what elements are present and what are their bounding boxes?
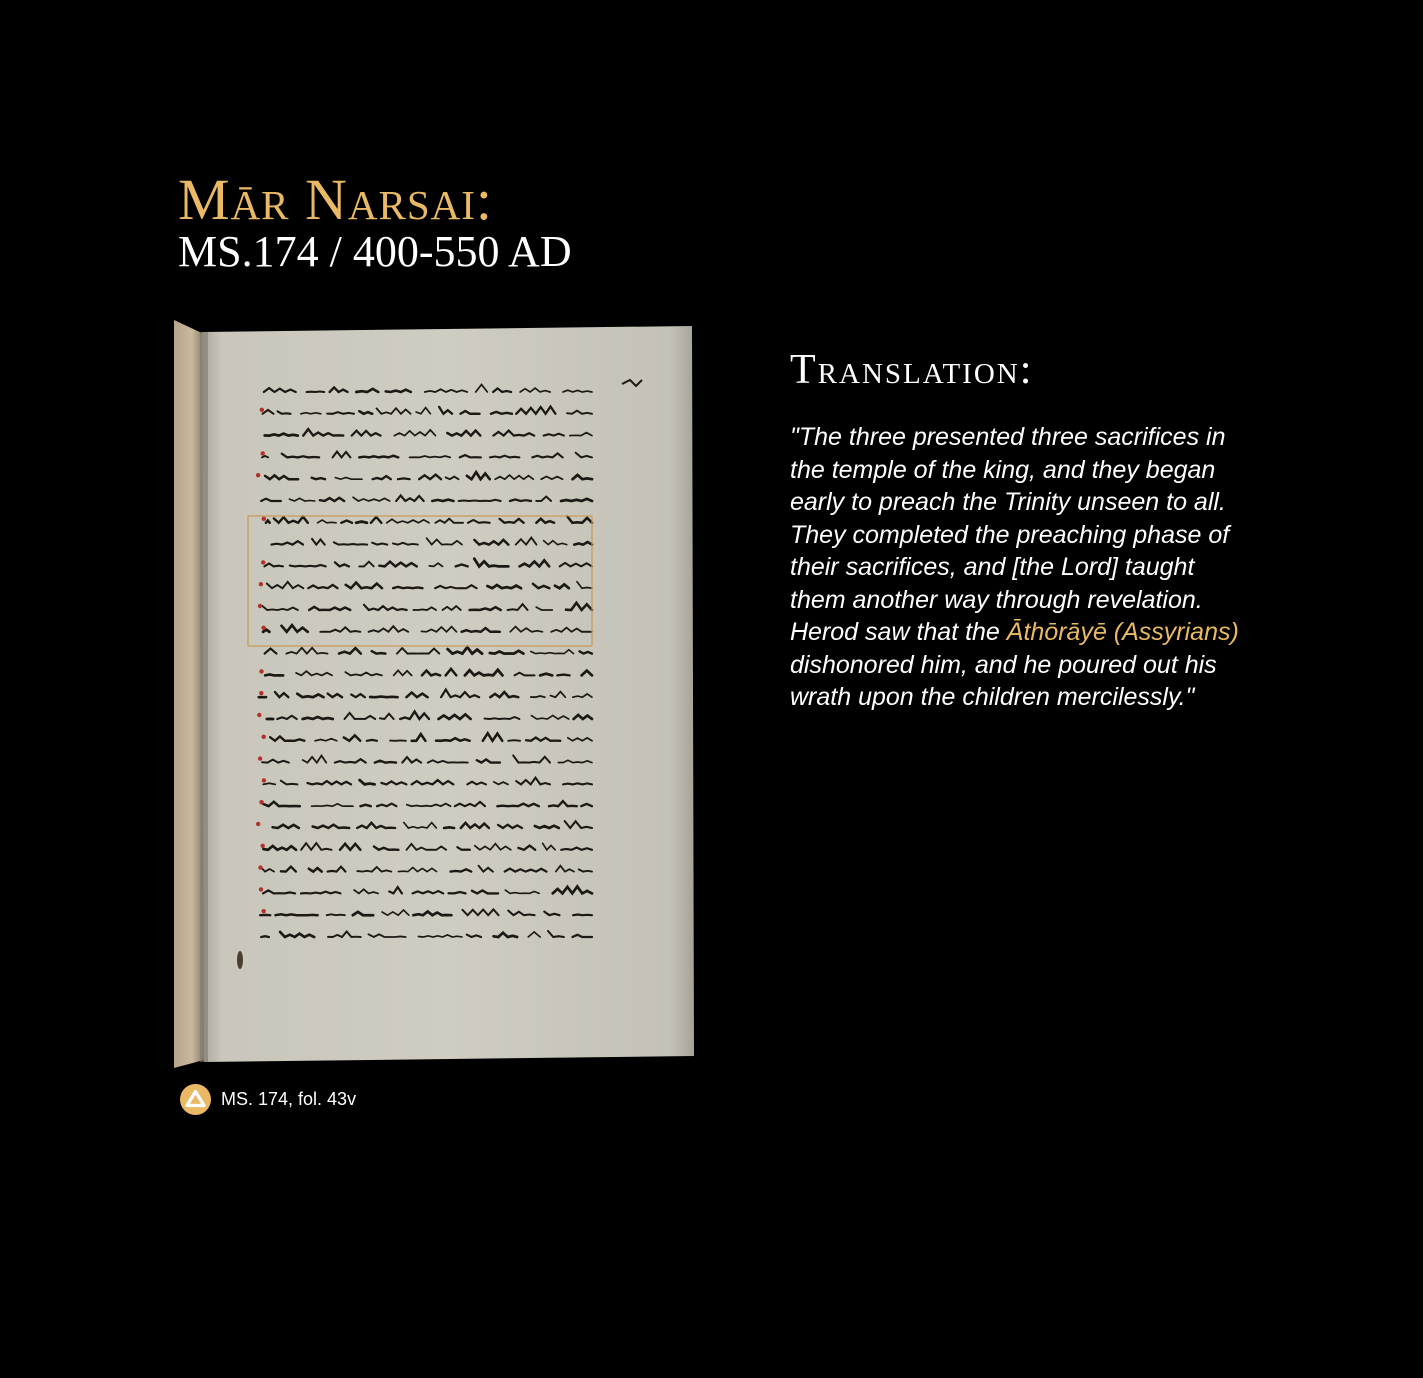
manuscript-red-dot <box>259 691 263 695</box>
triangle-circle-icon <box>180 1084 211 1115</box>
manuscript-red-dot <box>256 473 260 477</box>
manuscript-image <box>174 320 696 1068</box>
manuscript-red-dot <box>261 560 265 564</box>
manuscript-red-dot <box>261 844 265 848</box>
manuscript-red-dot <box>259 582 263 586</box>
manuscript-red-dot <box>256 822 260 826</box>
manuscript-red-dot <box>258 756 262 760</box>
manuscript-stain <box>237 951 243 969</box>
image-caption <box>180 1084 356 1115</box>
translation-text-before: "The three presented three sacrifices in the temple of the king, and they began early to preach the Trinity unseen to all. They completed the preaching phase of their sacrifices, and [the Lord] taught them another way through revelation. Herod saw that the <box>790 423 1230 646</box>
manuscript-red-dot <box>262 735 266 739</box>
manuscript-red-dot <box>258 865 262 869</box>
page-subtitle: MS.174 / 400-550 AD <box>178 227 572 276</box>
manuscript-red-dot <box>261 451 265 455</box>
manuscript-red-dot <box>259 887 263 891</box>
manuscript-red-dot <box>258 604 262 608</box>
title-block <box>178 168 572 276</box>
manuscript-red-dot <box>261 626 265 630</box>
manuscript-red-dot <box>262 517 266 521</box>
manuscript-red-dot <box>262 909 266 913</box>
translation-text <box>790 421 1240 714</box>
translation-heading: Translation: <box>790 347 1034 393</box>
manuscript-red-dot <box>260 408 264 412</box>
page-title: Mār Narsai: <box>178 167 494 232</box>
manuscript-red-dot <box>257 713 261 717</box>
translation-highlight: Āthōrāyē (Assyrians) <box>1006 618 1239 646</box>
caption-text: MS. 174, fol. 43v <box>221 1089 357 1109</box>
translation-text-after: dishonored him, and he poured out his wrath upon the children mercilessly." <box>790 650 1217 711</box>
manuscript-red-dot <box>259 800 263 804</box>
translation-panel <box>790 345 1240 714</box>
manuscript-red-dot <box>259 669 263 673</box>
manuscript-red-dot <box>262 778 266 782</box>
